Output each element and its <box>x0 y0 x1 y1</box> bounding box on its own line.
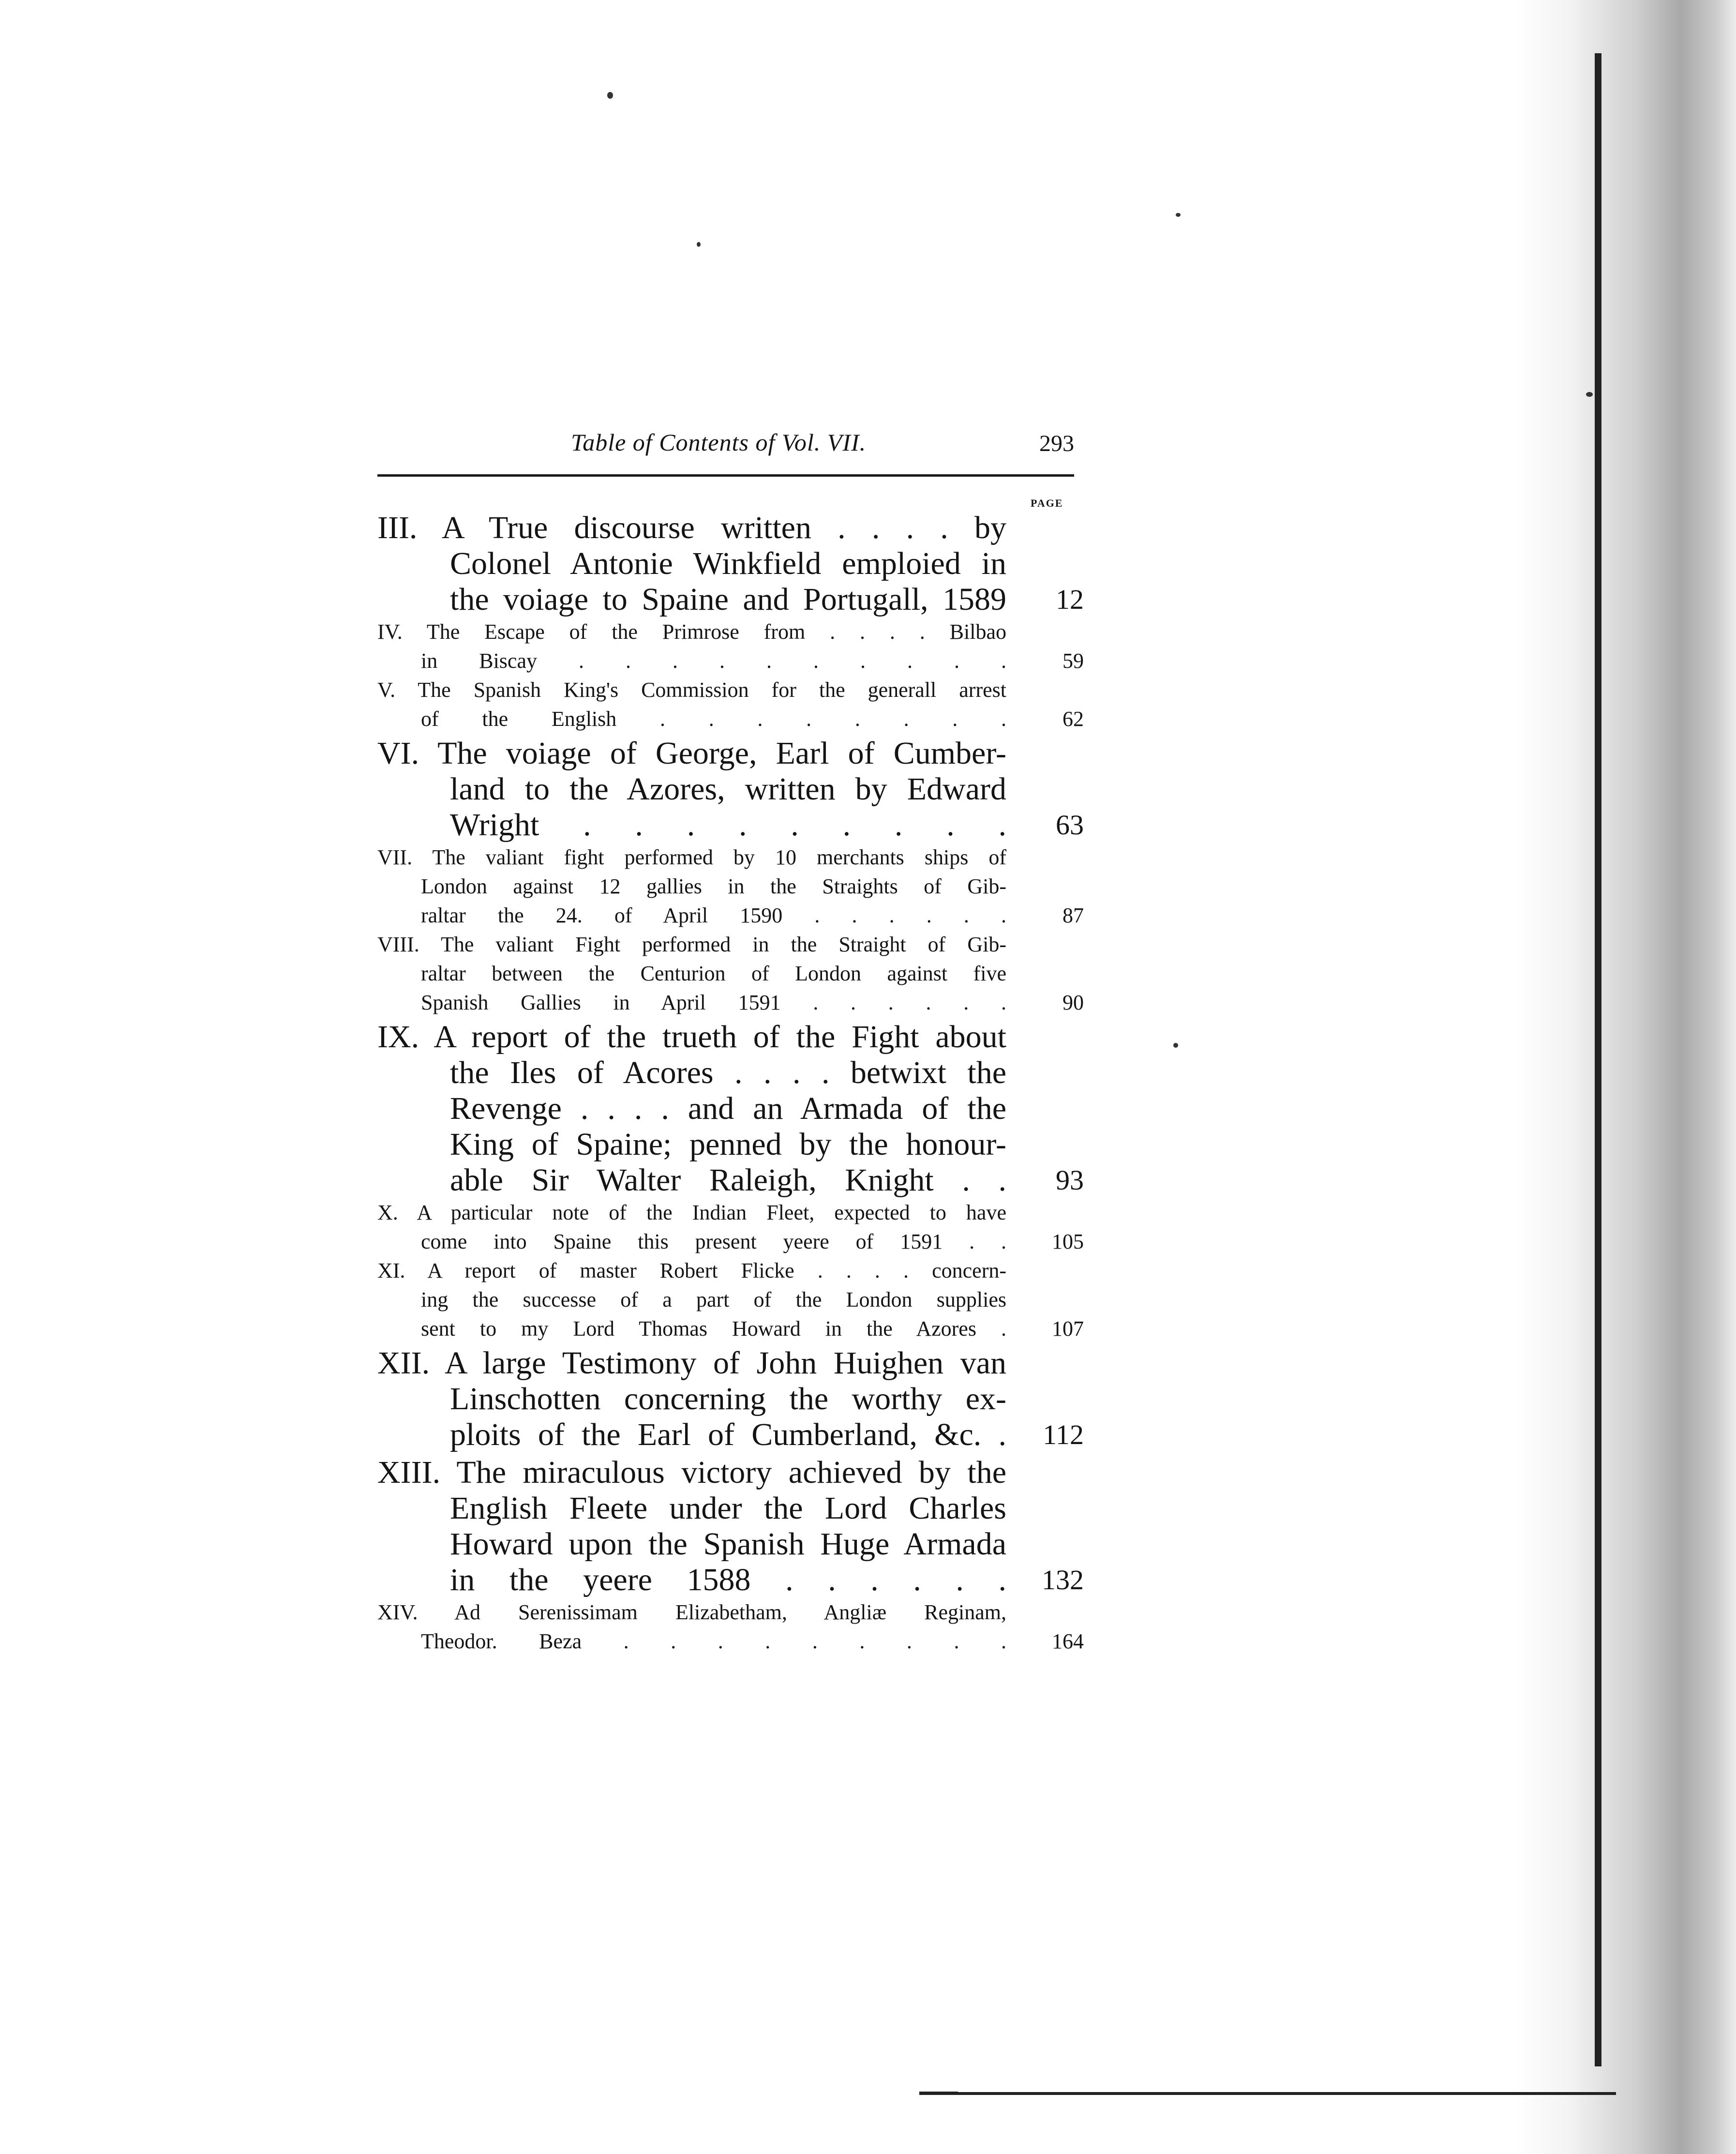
toc-entry <box>377 1256 1084 1343</box>
toc-entry-line: London against 12 gallies in the Straights of Gib- <box>421 874 1006 898</box>
toc-entry-line: V. The Spanish King's Commission for the generall arrest <box>377 678 1006 702</box>
toc-entry-line: IV. The Escape of the Primrose from . . . . Bilbao <box>377 620 1006 644</box>
toc-entry-line: Linschotten concerning the worthy ex- <box>450 1381 1006 1416</box>
toc-entry-line: land to the Azores, written by Edward <box>450 771 1006 807</box>
page-number: 293 <box>1039 431 1074 456</box>
toc-entry-line: Wright . . . . . . . . . <box>450 807 1006 843</box>
toc-entry <box>377 510 1084 618</box>
toc-entry-line: in Biscay . . . . . . . . . . <box>421 649 1006 673</box>
running-header <box>377 428 1074 467</box>
toc-entry-page: 62 <box>1063 707 1084 731</box>
toc-entry-line: sent to my Lord Thomas Howard in the Azores . <box>421 1317 1006 1341</box>
toc-entry-page: 132 <box>1042 1564 1084 1596</box>
toc-entry <box>377 1198 1084 1256</box>
toc-entry-page: 59 <box>1063 649 1084 673</box>
scan-speck <box>607 92 613 99</box>
toc-entry-page: 87 <box>1063 904 1084 927</box>
toc-entry-line: raltar between the Centurion of London against five <box>421 962 1006 985</box>
toc-entry-line: the Iles of Acores . . . . betwixt the <box>450 1055 1006 1090</box>
toc-entry-text <box>377 1598 1006 1656</box>
toc-entry-text <box>377 1198 1006 1256</box>
bottom-rule <box>919 2092 1616 2095</box>
toc-entry <box>377 930 1084 1017</box>
toc-entry-line: English Fleete under the Lord Charles <box>450 1491 1006 1526</box>
page-edge-shadow <box>1514 0 1736 2154</box>
toc-entry-page: 107 <box>1052 1317 1084 1341</box>
toc-entry-line: VI. The voiage of George, Earl of Cumber- <box>377 736 1006 771</box>
toc-entry-line: X. A particular note of the Indian Fleet, expected to have <box>377 1201 1006 1224</box>
toc-entry-line: XI. A report of master Robert Flicke . . . . concern- <box>377 1259 1006 1282</box>
toc-entry-line: Colonel Antonie Winkfield emploied in <box>450 546 1006 581</box>
toc-entry-line: King of Spaine; penned by the honour- <box>450 1127 1006 1162</box>
toc-entry-text <box>377 676 1006 734</box>
toc-entry <box>377 843 1084 930</box>
toc-entry-page: 105 <box>1052 1230 1084 1253</box>
scan-speck <box>1176 213 1181 217</box>
toc-entry-line: Theodor. Beza . . . . . . . . . <box>421 1629 1006 1653</box>
toc-entry-text <box>377 1345 1006 1453</box>
toc-entry-page: 63 <box>1056 809 1084 841</box>
toc-entry-line: of the English . . . . . . . . <box>421 707 1006 731</box>
header-rule <box>377 474 1074 477</box>
scan-speck <box>1586 392 1593 397</box>
toc-entry-text <box>377 1019 1006 1198</box>
scan-speck <box>1173 1043 1178 1048</box>
toc-entry-line: ploits of the Earl of Cumberland, &c. . <box>450 1417 1006 1452</box>
toc-entry-page: 164 <box>1052 1629 1084 1653</box>
toc-entry <box>377 676 1084 734</box>
toc-entry-line: Revenge . . . . and an Armada of the <box>450 1091 1006 1126</box>
toc-entry-line: IX. A report of the trueth of the Fight about <box>377 1019 1006 1054</box>
toc-list <box>377 508 1084 1656</box>
running-title: Table of Contents of Vol. VII. <box>571 429 867 456</box>
toc-entry-line: raltar the 24. of April 1590 . . . . . . <box>421 904 1006 927</box>
toc-entry-line: come into Spaine this present yeere of 1591 . . <box>421 1230 1006 1253</box>
toc-entry-page: 12 <box>1056 584 1084 615</box>
toc-entry-page: 93 <box>1056 1164 1084 1196</box>
toc-entry <box>377 1345 1084 1453</box>
toc-entry-text <box>377 843 1006 930</box>
page-column-label: PAGE <box>1031 497 1063 509</box>
toc-entry-line: in the yeere 1588 . . . . . . <box>450 1562 1006 1597</box>
page-edge-line <box>1595 53 1601 2066</box>
toc-entry-text <box>377 618 1006 676</box>
toc-entry-text <box>377 930 1006 1017</box>
toc-entry-line: able Sir Walter Raleigh, Knight . . <box>450 1162 1006 1198</box>
toc-entry-line: VIII. The valiant Fight performed in the Straight of Gib- <box>377 933 1006 956</box>
toc-entry-line: XIII. The miraculous victory achieved by the <box>377 1455 1006 1490</box>
toc-entry <box>377 618 1084 676</box>
toc-entry-text <box>377 510 1006 618</box>
toc-entry <box>377 736 1084 843</box>
toc-entry <box>377 1455 1084 1598</box>
toc-entry <box>377 1598 1084 1656</box>
toc-entry-line: Spanish Gallies in April 1591 . . . . . . <box>421 991 1006 1014</box>
toc-entry-page: 112 <box>1043 1419 1084 1450</box>
toc-entry-page: 90 <box>1063 991 1084 1014</box>
toc-entry-line: XIV. Ad Serenissimam Elizabetham, Angliæ Reginam, <box>377 1600 1006 1624</box>
toc-entry-text <box>377 1455 1006 1598</box>
bottom-dash <box>919 2092 958 2095</box>
toc-entry <box>377 1019 1084 1198</box>
toc-entry-line: VII. The valiant fight performed by 10 merchants ships of <box>377 845 1006 869</box>
toc-entry-line: III. A True discourse written . . . . by <box>377 510 1006 545</box>
toc-entry-line: ing the successe of a part of the London supplies <box>421 1288 1006 1311</box>
toc-entry-line: XII. A large Testimony of John Huighen van <box>377 1345 1006 1381</box>
toc-entry-line: Howard upon the Spanish Huge Armada <box>450 1526 1006 1562</box>
toc-entry-text <box>377 1256 1006 1343</box>
toc-entry-text <box>377 736 1006 843</box>
scan-speck <box>697 242 701 247</box>
toc-entry-line: the voiage to Spaine and Portugall, 1589 <box>450 582 1006 617</box>
